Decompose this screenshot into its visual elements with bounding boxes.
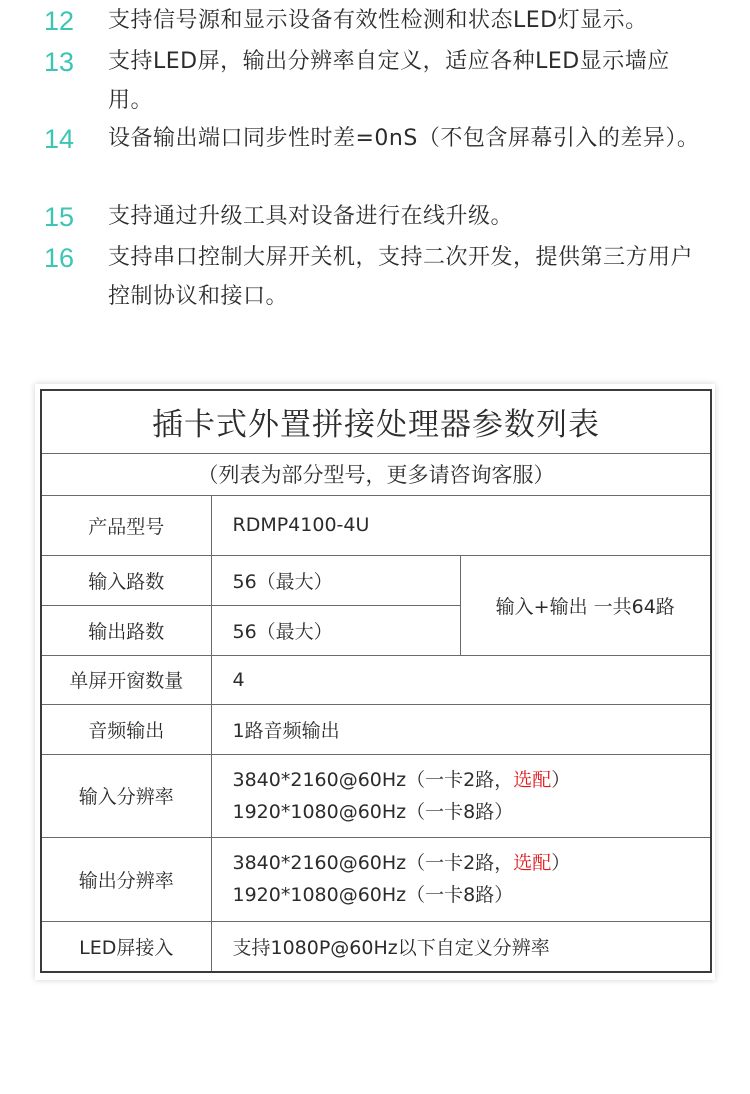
table-row: [41, 495, 711, 555]
feature-number: 16: [44, 243, 75, 273]
table-title: 插卡式外置拼接处理器参数列表: [41, 390, 711, 453]
table-row: [41, 655, 711, 704]
row-label-inputs: 输入路数: [41, 555, 211, 605]
table-subtitle-row: [41, 453, 711, 495]
table-row: [41, 555, 711, 605]
table-subtitle: （列表为部分型号，更多请咨询客服）: [41, 453, 711, 495]
output-res-line-2: 1920*1080@60Hz（一卡8路）: [232, 884, 514, 906]
row-label-model: 产品型号: [41, 495, 211, 555]
row-label-outputs: 输出路数: [41, 605, 211, 655]
input-res-line-2: 1920*1080@60Hz（一卡8路）: [232, 800, 514, 823]
row-label-output-res: 输出分辨率: [41, 837, 211, 921]
table-row: [41, 921, 711, 972]
row-label-windows: 单屏开窗数量: [41, 655, 211, 704]
io-total-cell: 输入+输出 一共64路: [460, 555, 711, 655]
feature-text: 设备输出端口同步性时差=0nS（不包含屏幕引入的差异）。: [108, 126, 700, 151]
row-label-audio: 音频输出: [41, 704, 211, 754]
feature-text: 支持信号源和显示设备有效性检测和状态LED灯显示。: [108, 8, 648, 33]
optional-highlight: 选配: [513, 768, 552, 791]
row-label-input-res: 输入分辨率: [41, 754, 211, 837]
feature-number: 15: [44, 202, 75, 232]
row-value-model: RDMP4100-4U: [211, 495, 711, 555]
feature-number: 13: [44, 47, 75, 77]
row-value-led: 支持1080P@60Hz以下自定义分辨率: [211, 921, 711, 972]
row-value-windows: 4: [211, 655, 711, 704]
output-res-line-1-text: 3840*2160@60Hz（一卡2路，: [232, 852, 514, 874]
row-value-inputs: 56（最大）: [211, 555, 460, 605]
feature-number: 14: [44, 124, 75, 154]
table-row: [41, 704, 711, 754]
row-value-audio: 1路音频输出: [211, 704, 711, 754]
feature-number: 12: [44, 6, 75, 36]
feature-text: 支持LED屏，输出分辨率自定义，适应各种LED显示墙应用。: [108, 49, 670, 113]
input-res-line-1: [233, 764, 711, 796]
table-row: [41, 754, 711, 837]
input-res-line-1-text: 3840*2160@60Hz（一卡2路，: [232, 768, 514, 791]
row-value-outputs: 56（最大）: [211, 605, 460, 655]
table-title-row: [41, 390, 711, 453]
table-row: [41, 837, 711, 921]
input-res-line-1-close: ）: [551, 768, 571, 791]
feature-text: 支持通过升级工具对设备进行在线升级。: [108, 204, 514, 229]
row-label-led: LED屏接入: [41, 921, 211, 972]
parameter-table: [40, 389, 712, 973]
output-res-line-1-close: ）: [551, 852, 571, 874]
row-value-output-res: [211, 837, 711, 921]
parameter-table-card: [35, 384, 715, 980]
output-res-line-1: [233, 847, 711, 879]
optional-highlight: 选配: [513, 852, 552, 874]
feature-text: 支持串口控制大屏开关机，支持二次开发，提供第三方用户控制协议和接口。: [108, 245, 694, 309]
row-value-input-res: [211, 754, 711, 837]
